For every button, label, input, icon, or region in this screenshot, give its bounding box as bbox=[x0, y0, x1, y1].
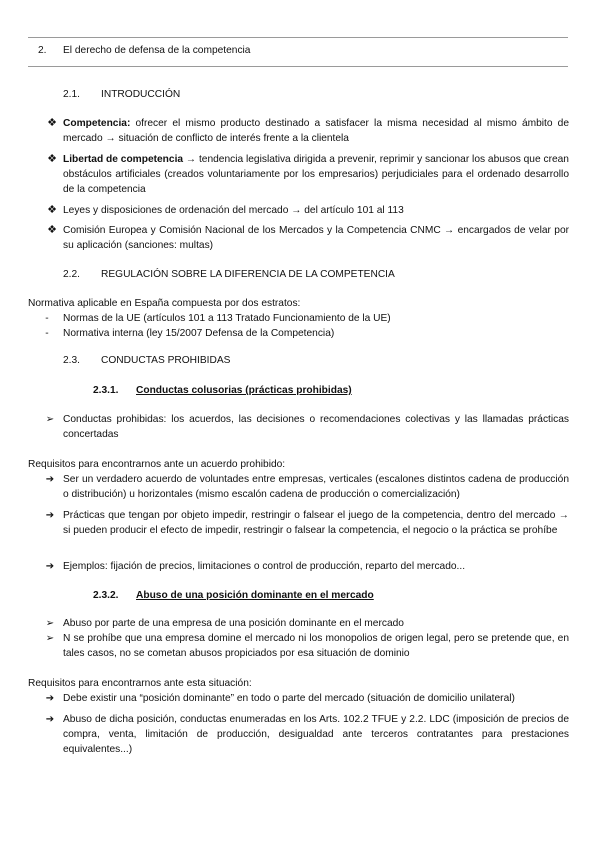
abuso-item: Debe existir una “posición dominante” en todo o parte del mercado (situación de domicilio unilateral) bbox=[63, 693, 515, 704]
arrowhead-bullet-icon: ➢ bbox=[45, 618, 55, 629]
arrow-bullet-icon: ➔ bbox=[45, 510, 55, 521]
section-2-2-number: 2.2. bbox=[63, 269, 80, 280]
intro-item-comision: Comisión Europea y Comisión Nacional de los Mercados y la Competencia CNMC → encargados de velar por su aplicación (sanciones: multas) bbox=[63, 225, 569, 251]
abuso-intro: N se prohíbe que una empresa domine el mercado ni los monopolios de origen legal, pero se pretende que, en tales casos, no se cometan abusos propiciados por esa situación de dominio bbox=[63, 633, 569, 659]
section-2-1-number: 2.1. bbox=[63, 89, 80, 100]
diamond-bullet-icon: ❖ bbox=[47, 153, 57, 165]
arrow-bullet-icon: ➔ bbox=[45, 474, 55, 485]
colusorias-item: Ejemplos: fijación de precios, limitaciones o control de producción, reparto del mercado... bbox=[63, 561, 466, 572]
diamond-bullet-icon: ❖ bbox=[47, 117, 57, 129]
intro-term: Competencia: bbox=[63, 118, 131, 129]
section-2-3-1-title: Conductas colusorias (prácticas prohibidas) bbox=[136, 385, 352, 396]
arrow-bullet-icon: ➔ bbox=[45, 714, 55, 725]
diamond-bullet-icon: ❖ bbox=[47, 224, 57, 236]
intro-term: Libertad de competencia bbox=[63, 154, 184, 165]
header-number: 2. bbox=[38, 45, 47, 56]
dash-bullet: - bbox=[45, 328, 49, 339]
section-2-3-2-number: 2.3.2. bbox=[93, 590, 119, 601]
section-2-3-title: CONDUCTAS PROHIBIDAS bbox=[101, 355, 231, 366]
abuso-item: Abuso de dicha posición, conductas enumeradas en los Arts. 102.2 TFUE y 2.2. LDC (imposición de precios de compra, venta, limitación de producción, desigualdad ante terceros contratantes para prestaciones equivalentes...) bbox=[63, 714, 569, 755]
arrow-bullet-icon: ➔ bbox=[45, 561, 55, 572]
dash-bullet: - bbox=[45, 313, 49, 324]
section-2-1-title: INTRODUCCIÓN bbox=[101, 89, 181, 100]
arrow-bullet-icon: ➔ bbox=[45, 693, 55, 704]
regulacion-item: Normativa interna (ley 15/2007 Defensa de la Competencia) bbox=[63, 328, 335, 339]
regulacion-item: Normas de la UE (artículos 101 a 113 Tratado Funcionamiento de la UE) bbox=[63, 313, 391, 324]
header-title: El derecho de defensa de la competencia bbox=[63, 45, 251, 56]
section-2-2-title: REGULACIÓN SOBRE LA DIFERENCIA DE LA COMPETENCIA bbox=[101, 269, 395, 280]
intro-definition: → tendencia legislativa dirigida a prevenir, reprimir y sancionar los abusos que crean obstáculos artificiales (creados voluntariamente por los empresarios) perjudiciales para el ordenado desarrollo de la competencia bbox=[63, 154, 569, 195]
arrowhead-bullet-icon: ➢ bbox=[45, 633, 55, 644]
arrowhead-bullet-icon: ➢ bbox=[45, 414, 55, 425]
abuso-lead: Requisitos para encontrarnos ante esta situación: bbox=[28, 678, 252, 689]
header-top-rule bbox=[28, 37, 568, 38]
header-bottom-rule bbox=[28, 66, 568, 67]
regulacion-lead: Normativa aplicable en España compuesta por dos estratos: bbox=[28, 298, 301, 309]
abuso-intro: Abuso por parte de una empresa de una posición dominante en el mercado bbox=[63, 618, 404, 629]
colusorias-item: Ser un verdadero acuerdo de voluntades entre empresas, verticales (escalones distintos cadena de producción o distribución) u horizontales (mismo escalón cadena de producción o comercialización) bbox=[63, 474, 569, 500]
intro-item-competencia bbox=[63, 116, 569, 146]
section-2-3-2-title: Abuso de una posición dominante en el mercado bbox=[136, 590, 374, 601]
section-2-3-number: 2.3. bbox=[63, 355, 80, 366]
intro-item-libertad bbox=[63, 152, 569, 197]
intro-definition: ofrecer el mismo producto destinado a satisfacer la misma necesidad al mismo ámbito de mercado → situación de conflicto de interés frente a la clientela bbox=[63, 118, 569, 144]
colusorias-intro: Conductas prohibidas: los acuerdos, las decisiones o recomendaciones colectivas y las llamadas prácticas concertadas bbox=[63, 414, 569, 440]
colusorias-lead: Requisitos para encontrarnos ante un acuerdo prohibido: bbox=[28, 459, 286, 470]
colusorias-item: Prácticas que tengan por objeto impedir, restringir o falsear el juego de la competencia, dentro del mercado → si pueden producir el efecto de impedir, restringir o falsear la competencia, el negocio o la práctica se prohíbe bbox=[63, 510, 569, 536]
intro-item-leyes: Leyes y disposiciones de ordenación del mercado → del artículo 101 al 113 bbox=[63, 205, 404, 216]
diamond-bullet-icon: ❖ bbox=[47, 204, 57, 216]
section-2-3-1-number: 2.3.1. bbox=[93, 385, 119, 396]
